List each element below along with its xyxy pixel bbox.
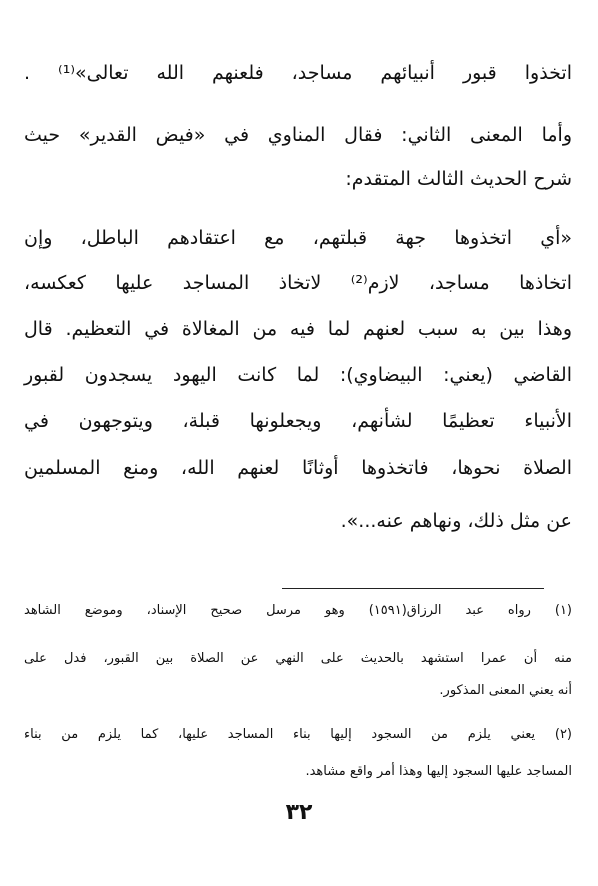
body-line-10: عن مثل ذلك، ونهاهم عنه...».: [340, 510, 572, 532]
body-line-1: اتخذوا قبور أنبيائهم مساجد، فلعنهم الله تعالى»⁽¹⁾ .: [24, 62, 572, 84]
body-line-8: الأنبياء تعظيمًا لشأنهم، ويجعلونها قبلة، ويتوجهون في: [24, 410, 572, 432]
body-line-7: القاضي (يعني: البيضاوي): لما كانت اليهود يسجدون لقبور: [24, 364, 572, 386]
body-line-3: شرح الحديث الثالث المتقدم:: [345, 168, 572, 190]
body-line-4: «أي اتخذوها جهة قبلتهم، مع اعتقادهم الباطل، وإن: [24, 227, 572, 249]
body-line-5: اتخاذها مساجد، لازم⁽²⁾ لاتخاذ المساجد عليها كعكسه،: [24, 272, 572, 294]
body-line-6: وهذا بين به سبب لعنهم لما فيه من المغالاة في التعظيم. قال: [24, 318, 572, 340]
footnote-1-line-2: منه أن عمرا استشهد بالحديث على النهي عن الصلاة بين القبور، فدل على: [24, 651, 572, 666]
footnote-1-line-1: (١) رواه عبد الرزاق(١٥٩١) وهو مرسل صحيح الإسناد، وموضع الشاهد: [24, 603, 572, 618]
footnote-2-line-2: المساجد عليها السجود إليها وهذا أمر واقع مشاهد.: [305, 764, 572, 779]
footnote-separator: [282, 588, 544, 589]
body-line-2: وأما المعنى الثاني: فقال المناوي في «فيض القدير» حيث: [24, 124, 572, 146]
page-number: ٣٢: [285, 800, 313, 825]
footnote-1-line-3: أنه يعني المعنى المذكور.: [439, 683, 572, 698]
body-line-9: الصلاة نحوها، فاتخذوها أوثانًا لعنهم الله، ومنع المسلمين: [24, 457, 572, 479]
footnote-2-line-1: (٢) يعني يلزم من السجود إليها بناء المساجد عليها، كما يلزم من بناء: [24, 727, 572, 742]
